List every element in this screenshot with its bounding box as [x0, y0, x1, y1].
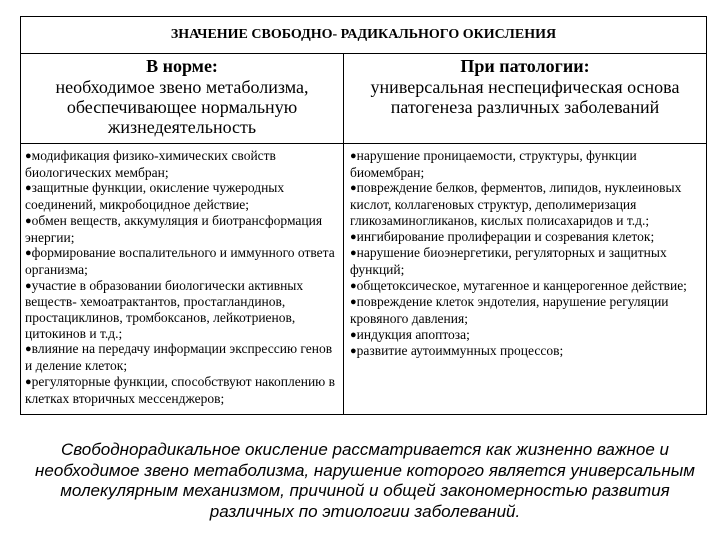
bullet-icon: ● — [25, 343, 32, 356]
norm-item-text: влияние на передачу информации экспрессию генов и деление клеток; — [25, 341, 333, 374]
bullet-icon: ● — [350, 328, 357, 341]
bullet-icon: ● — [25, 247, 32, 260]
pathology-item-text: развитие аутоиммунных процессов; — [356, 343, 564, 359]
norm-item-text: модификация физико-химических свойств биологических мембран; — [25, 148, 276, 180]
norm-subheading: необходимое звено метаболизма, обеспечивающее нормальную жизнедеятельность — [55, 77, 309, 137]
norm-list-item — [25, 180, 341, 212]
pathology-item-text: общетоксическое, мутагенное и канцерогенное действие; — [356, 277, 687, 293]
norm-list-item — [25, 341, 341, 373]
bullet-icon: ● — [350, 247, 357, 260]
norm-item-text: защитные функции, окисление чужеродных соединений, микробоцидное действие; — [25, 180, 285, 213]
pathology-header-cell — [344, 54, 706, 143]
pathology-list — [344, 144, 706, 414]
body-row — [21, 144, 706, 414]
oxidation-table — [20, 16, 707, 415]
pathology-item-text: повреждение белков, ферментов, липидов, нуклеиновых кислот, коллагеновых структур, деполимеризация гликозаминогликанов, кислых полисахаридов и т.д.; — [350, 180, 682, 228]
pathology-item-text: ингибирование пролиферации и созревания клеток; — [356, 228, 655, 244]
bullet-icon: ● — [25, 214, 32, 227]
pathology-heading: При патологии: — [460, 56, 590, 76]
norm-list-item — [25, 278, 341, 342]
bullet-icon: ● — [350, 296, 357, 309]
conclusion-text: Свободнорадикальное окисление рассматривается как жизненно важное и необходимое звено метаболизма, нарушение которого является универсальным молекулярным механизмом, причиной и общей закономерностью развития различных по этиологии заболеваний. — [35, 440, 695, 521]
bullet-icon: ● — [25, 279, 32, 292]
norm-item-text: формирование воспалительного и иммунного ответа организма; — [25, 245, 335, 277]
pathology-subheading: универсальная неспецифическая основа патогенеза различных заболеваний — [370, 77, 680, 117]
norm-item-text: обмен веществ, аккумуляция и биотрансформация энергии; — [25, 212, 323, 245]
pathology-item-text: индукция апоптоза; — [356, 326, 470, 342]
bullet-icon: ● — [25, 375, 32, 388]
table-title: ЗНАЧЕНИЕ СВОБОДНО- РАДИКАЛЬНОГО ОКИСЛЕНИЯ — [21, 17, 706, 54]
pathology-list-item — [350, 148, 704, 180]
norm-item-text: участие в образовании биологически активных веществ- хемоатрактантов, простагландинов, простациклинов, тромбоксанов, лейкотриенов, цитокинов и т.д.; — [25, 277, 304, 341]
bullet-icon: ● — [350, 150, 357, 162]
header-row — [21, 54, 706, 144]
norm-list-item — [25, 213, 341, 245]
norm-list-item — [25, 374, 341, 406]
pathology-list-item — [350, 343, 704, 360]
bullet-icon: ● — [350, 230, 357, 243]
bullet-icon: ● — [350, 279, 357, 292]
pathology-list-item — [350, 327, 704, 344]
pathology-list-item — [350, 229, 704, 246]
norm-item-text: регуляторные функции, способствуют накоплению в клетках вторичных мессенджеров; — [25, 373, 336, 406]
norm-heading: В норме: — [146, 56, 218, 76]
bullet-icon: ● — [25, 182, 32, 195]
pathology-list-item — [350, 245, 704, 277]
bullet-icon: ● — [350, 182, 357, 195]
pathology-item-text: нарушение проницаемости, структуры, функции биомембран; — [350, 148, 637, 180]
bullet-icon: ● — [350, 345, 357, 358]
norm-list-item — [25, 148, 341, 180]
bullet-icon: ● — [25, 150, 32, 162]
pathology-item-text: нарушение биоэнергетики, регуляторных и защитных функций; — [350, 245, 667, 277]
pathology-list-item — [350, 294, 704, 326]
pathology-list-item — [350, 180, 704, 228]
pathology-item-text: повреждение клеток эндотелия, нарушение регуляции кровяного давления; — [350, 294, 669, 327]
norm-list-item — [25, 245, 341, 277]
pathology-list-item — [350, 278, 704, 295]
norm-header-cell — [21, 54, 344, 143]
norm-list — [21, 144, 344, 414]
